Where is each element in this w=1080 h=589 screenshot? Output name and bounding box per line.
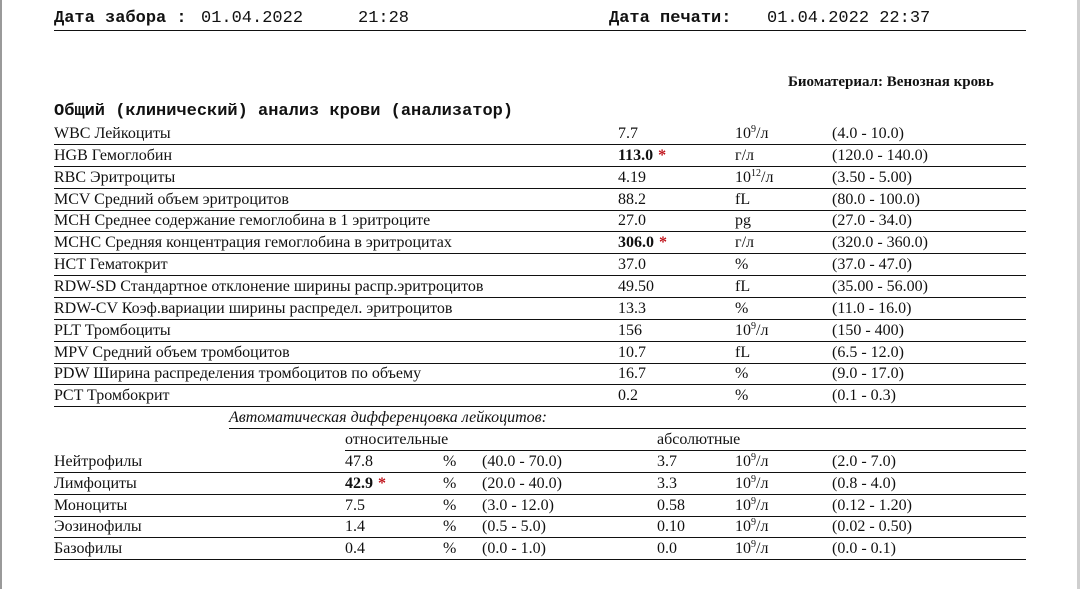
row-rule xyxy=(54,472,1026,473)
absolute-range: (0.12 - 1.20) xyxy=(832,496,912,514)
row-rule xyxy=(54,144,1026,145)
unit-base: 10 xyxy=(735,125,751,142)
value-text: 0.4 xyxy=(345,540,365,558)
reference-range: (3.50 - 5.00) xyxy=(832,168,912,186)
test-value xyxy=(618,256,646,274)
value-text: 0.2 xyxy=(618,387,638,405)
unit-exponent: 9 xyxy=(751,539,756,551)
percent-unit: % xyxy=(443,453,457,470)
test-unit xyxy=(735,169,773,187)
relative-value xyxy=(345,497,365,515)
unit-exponent: 9 xyxy=(751,495,756,507)
test-unit xyxy=(735,191,750,209)
relative-range: (0.0 - 1.0) xyxy=(482,540,546,558)
reference-range: (120.0 - 140.0) xyxy=(832,146,928,164)
reference-range: (320.0 - 360.0) xyxy=(832,234,928,252)
reference-range: (9.0 - 17.0) xyxy=(832,365,904,383)
row-rule xyxy=(54,188,1026,189)
test-name: HCT Гематокрит xyxy=(54,256,168,274)
reference-range: (80.0 - 100.0) xyxy=(832,190,920,208)
value-text: 306.0 xyxy=(618,234,654,252)
unit-suffix: /л xyxy=(756,474,769,492)
reference-range: (6.5 - 12.0) xyxy=(832,343,904,361)
differential-title-rule xyxy=(229,428,1026,429)
unit-exponent: 9 xyxy=(751,473,756,485)
reference-range: (150 - 400) xyxy=(832,321,904,339)
absolute-range: (2.0 - 7.0) xyxy=(832,453,896,470)
row-rule xyxy=(54,275,1026,276)
cutoff-text-fragment xyxy=(196,0,202,2)
test-value xyxy=(618,300,646,318)
unit-base: 10 xyxy=(735,496,751,514)
row-rule xyxy=(54,253,1026,254)
header-rule xyxy=(54,30,1026,31)
unit-suffix: /л xyxy=(756,540,769,558)
row-rule xyxy=(54,166,1026,167)
reference-range: (35.00 - 56.00) xyxy=(832,277,928,295)
unit-suffix: /л xyxy=(756,496,769,514)
test-unit xyxy=(735,256,748,274)
relative-value xyxy=(345,540,365,558)
test-name: RDW-CV Коэф.вариации ширины распредел. эритроцитов xyxy=(54,299,453,317)
absolute-value: 3.7 xyxy=(657,453,677,470)
absolute-range: (0.0 - 0.1) xyxy=(832,540,896,558)
row-rule xyxy=(54,384,1026,385)
row-rule xyxy=(54,559,1026,560)
unit-base: 10 xyxy=(735,453,751,470)
test-unit xyxy=(735,212,751,230)
unit-base: % xyxy=(735,256,749,274)
section-title: Общий (клинический) анализ крови (анализатор) xyxy=(54,102,514,121)
test-value xyxy=(618,191,646,209)
absolute-unit xyxy=(735,540,768,558)
test-name: PCT Тромбокрит xyxy=(54,387,170,405)
value-text: 42.9 xyxy=(345,474,373,492)
absolute-value: 0.58 xyxy=(657,496,685,514)
absolute-unit xyxy=(735,475,768,493)
unit-base: pg xyxy=(735,212,751,230)
abnormal-flag: * xyxy=(659,234,667,252)
value-text: 88.2 xyxy=(618,190,646,208)
unit-base: % xyxy=(735,299,749,317)
absolute-header: абсолютные xyxy=(657,431,741,448)
unit-suffix: /л xyxy=(756,125,769,142)
test-value xyxy=(618,212,646,230)
unit-suffix: /л xyxy=(756,518,769,536)
unit-exponent: 9 xyxy=(751,452,756,463)
percent-unit: % xyxy=(443,540,457,558)
row-rule xyxy=(54,406,1026,407)
test-value xyxy=(618,234,667,252)
test-unit xyxy=(735,344,750,362)
unit-exponent: 9 xyxy=(751,124,756,135)
test-unit xyxy=(735,322,768,340)
unit-base: 10 xyxy=(735,474,751,492)
reference-range: (0.1 - 0.3) xyxy=(832,387,896,405)
unit-base: fL xyxy=(735,343,751,361)
value-text: 1.4 xyxy=(345,518,365,536)
print-datetime: 01.04.2022 22:37 xyxy=(767,9,931,28)
row-rule xyxy=(54,319,1026,320)
unit-base: 10 xyxy=(735,518,751,536)
absolute-range: (0.8 - 4.0) xyxy=(832,474,896,492)
cell-name: Нейтрофилы xyxy=(54,453,143,470)
unit-exponent: 12 xyxy=(751,167,761,179)
unit-suffix: /л xyxy=(756,453,769,470)
test-value xyxy=(618,125,638,143)
test-name: MCH Среднее содержание гемоглобина в 1 эритроците xyxy=(54,212,431,230)
unit-base: 10 xyxy=(735,540,751,558)
test-value xyxy=(618,278,654,296)
test-unit xyxy=(735,234,754,252)
print-date-label: Дата печати: xyxy=(609,9,732,28)
value-text: 16.7 xyxy=(618,365,646,383)
relative-header: относительные xyxy=(345,431,449,448)
row-rule xyxy=(54,210,1026,211)
reference-range: (37.0 - 47.0) xyxy=(832,256,912,274)
unit-base: г/л xyxy=(735,234,754,252)
value-text: 4.19 xyxy=(618,168,646,186)
test-name: MPV Средний объем тромбоцитов xyxy=(54,343,290,361)
value-text: 7.7 xyxy=(618,125,638,142)
relative-range: (3.0 - 12.0) xyxy=(482,496,554,514)
cell-name: Лимфоциты xyxy=(54,474,137,492)
test-unit xyxy=(735,278,750,296)
relative-range: (0.5 - 5.0) xyxy=(482,518,546,536)
test-unit xyxy=(735,147,754,165)
absolute-value: 0.10 xyxy=(657,518,685,536)
unit-exponent: 9 xyxy=(751,517,756,529)
row-rule xyxy=(54,231,1026,232)
value-text: 27.0 xyxy=(618,212,646,230)
reference-range: (27.0 - 34.0) xyxy=(832,212,912,230)
absolute-unit xyxy=(735,497,768,515)
test-name: MCHC Средняя концентрация гемоглобина в эритроцитах xyxy=(54,234,452,252)
reference-range: (4.0 - 10.0) xyxy=(832,125,904,142)
relative-range: (20.0 - 40.0) xyxy=(482,474,562,492)
absolute-unit xyxy=(735,453,768,471)
absolute-value: 3.3 xyxy=(657,474,677,492)
value-text: 156 xyxy=(618,321,642,339)
row-rule xyxy=(54,494,1026,495)
page-left-edge xyxy=(0,0,2,589)
test-name: HGB Гемоглобин xyxy=(54,146,173,164)
differential-title: Автоматическая дифференцовка лейкоцитов: xyxy=(229,409,547,426)
test-value xyxy=(618,365,646,383)
cell-name: Эозинофилы xyxy=(54,518,142,536)
unit-base: fL xyxy=(735,277,751,295)
collection-date: 01.04.2022 xyxy=(201,9,304,28)
unit-base: % xyxy=(735,387,749,405)
reference-range: (11.0 - 16.0) xyxy=(832,299,912,317)
test-name: WBC Лейкоциты xyxy=(54,125,171,142)
percent-unit: % xyxy=(443,474,457,492)
row-rule xyxy=(54,341,1026,342)
cell-name: Базофилы xyxy=(54,540,123,558)
collection-label: Дата забора : xyxy=(54,9,187,28)
test-name: MCV Средний объем эритроцитов xyxy=(54,190,289,208)
unit-base: fL xyxy=(735,190,751,208)
test-unit xyxy=(735,387,748,405)
percent-unit: % xyxy=(443,518,457,536)
row-rule xyxy=(54,297,1026,298)
absolute-value: 0.0 xyxy=(657,540,677,558)
test-unit xyxy=(735,365,748,383)
unit-exponent: 9 xyxy=(751,320,756,332)
test-value xyxy=(618,147,666,165)
test-name: PLT Тромбоциты xyxy=(54,321,171,339)
value-text: 49.50 xyxy=(618,277,654,295)
unit-base: г/л xyxy=(735,146,754,164)
unit-suffix: /л xyxy=(756,321,769,339)
abnormal-flag: * xyxy=(378,474,386,492)
relative-value xyxy=(345,453,373,471)
abnormal-flag: * xyxy=(658,146,667,164)
test-unit xyxy=(735,300,748,318)
unit-base: 10 xyxy=(735,168,751,186)
test-name: RDW-SD Стандартное отклонение ширины распр.эритроцитов xyxy=(54,277,484,295)
value-text: 47.8 xyxy=(345,453,373,470)
test-value xyxy=(618,169,646,187)
value-text: 113.0 xyxy=(618,146,654,164)
row-rule xyxy=(54,537,1026,538)
relative-value xyxy=(345,518,365,536)
test-value xyxy=(618,322,642,340)
test-value xyxy=(618,387,638,405)
row-rule xyxy=(54,516,1026,517)
absolute-unit xyxy=(735,518,768,536)
cell-name: Моноциты xyxy=(54,496,128,514)
biomaterial: Биоматериал: Венозная кровь xyxy=(788,74,994,90)
absolute-range: (0.02 - 0.50) xyxy=(832,518,912,536)
column-header-rule xyxy=(345,450,1026,451)
unit-base: % xyxy=(735,365,749,383)
test-name: PDW Ширина распределения тромбоцитов по объему xyxy=(54,365,422,383)
value-text: 13.3 xyxy=(618,299,646,317)
test-name: RBC Эритроциты xyxy=(54,168,176,186)
test-value xyxy=(618,344,646,362)
row-rule xyxy=(54,363,1026,364)
percent-unit: % xyxy=(443,496,457,514)
value-text: 7.5 xyxy=(345,496,365,514)
relative-range: (40.0 - 70.0) xyxy=(482,453,562,470)
test-unit xyxy=(735,125,768,143)
value-text: 37.0 xyxy=(618,256,646,274)
relative-value xyxy=(345,475,386,493)
unit-base: 10 xyxy=(735,321,751,339)
collection-time: 21:28 xyxy=(358,9,410,28)
unit-suffix: /л xyxy=(761,168,774,186)
value-text: 10.7 xyxy=(618,343,646,361)
